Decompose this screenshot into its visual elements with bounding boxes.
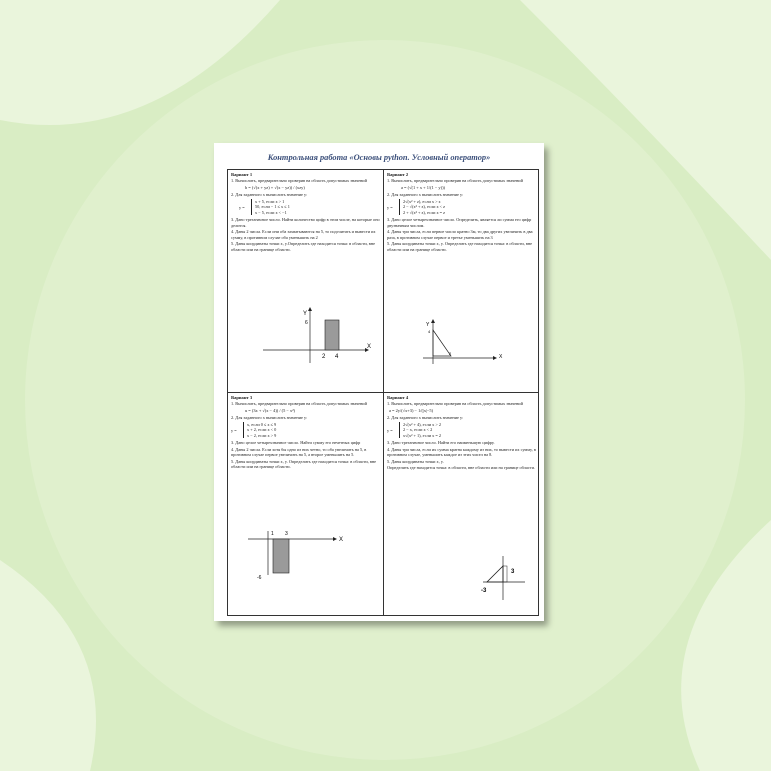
variant-1-case-3: x − 5, если x < −1 [255, 209, 287, 215]
variant-1-case-1: x + 5, если x > 1 [255, 199, 285, 204]
variant-3-heading: Вариант 3 [231, 395, 253, 400]
variant-1-task-4: 4. Даны 2 числа. Если они оба захватываются на 5, то подсчитать и вывести их сумму, в противном случае оба уменьшить на 2 [231, 229, 376, 240]
variant-4-case-3: x√(x² + 1), если x = 2 [403, 432, 441, 438]
variant-4-label-m3: -3 [481, 588, 487, 594]
variant-2-case-2: 2 − √(x² + z), если x < z [403, 204, 446, 210]
variant-2-case-3: 2 + √(x² + z), если x = z [403, 209, 446, 215]
variant-4-formula: a = 2y/(√x+3) − 1/(|x|−5) [389, 408, 434, 413]
variant-1-label-2: 2 [322, 354, 326, 360]
variant-1-task-2: 2. Для заданного x вычислить значение y: [231, 192, 308, 198]
variant-1 [231, 172, 381, 253]
variant-4-task-1: 1. Вычислить, предварительно проверив на область допустимых значений [387, 401, 523, 407]
variant-2-figure [413, 318, 513, 368]
variant-4-system [399, 422, 537, 438]
variant-2-task-1: 1. Вычислить, предварительно проверив на область допустимых значений [387, 178, 523, 184]
variant-1-case-2: 50, если − 1 ≤ x ≤ 1 [255, 204, 290, 210]
variant-1-axis-x: X [367, 344, 372, 350]
variant-1-label-6: 6 [305, 320, 308, 326]
variant-3 [231, 395, 381, 471]
variant-3-task-5: 5. Даны координаты точки x, y. Определить где находится точка: в области, вне области или на границе области. [231, 458, 377, 470]
variant-4-task-2: 2. Для заданного x вычислить значение y: [387, 415, 464, 421]
variant-2-y-label: y = [387, 205, 393, 210]
variant-3-task-2: 2. Для заданного x вычислить значение y: [231, 415, 308, 421]
variant-2-heading: Вариант 2 [387, 172, 409, 177]
variant-3-system [243, 422, 381, 438]
variant-2 [387, 172, 537, 253]
variant-4-y-label: y = [387, 428, 393, 433]
variant-4-task-6: Определить где находится точка: в области, вне области или на границе области. [387, 465, 535, 471]
variant-4-heading: Вариант 4 [387, 395, 409, 400]
variant-3-case-2: x + 2, если x < 0 [247, 427, 277, 433]
variant-1-task-1: 1. Вычислить, предварительно проверив на область допустимых значений [231, 178, 367, 184]
variant-3-axis-x: X [339, 537, 344, 543]
variant-2-label-4: 4 [428, 329, 431, 334]
variant-4-task-3: 3. Дано трехзначное число. Найти его наименьшую цифру. [387, 440, 495, 446]
worksheet-page [214, 143, 544, 621]
variants-grid [227, 169, 539, 616]
variant-2-axis-x: X [499, 354, 503, 360]
variant-4-figure [473, 548, 533, 608]
variant-3-task-4: 4. Даны 2 числа. Если хотя бы одно из них четно, то оба увеличить на 5, в противном случае первое увеличить на 5, а второе уменьшить на 5. [231, 446, 367, 458]
variant-2-task-4: 4. Даны три числа, если первое число кратно 3м, то два других увеличить в два раза, в противном случае первое и третье уменьшить на 3 [387, 229, 533, 240]
variant-2-label-2: 2 [449, 351, 452, 356]
variant-2-task-2: 2. Для заданного x вычислить значение y: [387, 192, 464, 198]
variant-1-task-3: 3. Дано трехзначное число. Найти количество цифр в этом числе, на которые оно делится. [231, 217, 380, 228]
variant-3-label-3: 3 [285, 531, 288, 537]
grid-divider-horizontal [228, 392, 538, 393]
variant-4-case-1: 2√(x² + 4), если x > 2 [403, 422, 441, 427]
variant-3-label-m6: -6 [257, 575, 262, 581]
variant-3-case-3: x − 2, если x > 9 [247, 432, 277, 438]
variant-2-system [399, 199, 537, 215]
variant-4 [387, 395, 537, 472]
variant-1-label-4: 4 [335, 354, 339, 360]
variant-3-case-1: x, если 0 ≤ x ≤ 9 [247, 422, 277, 427]
variant-4-task-5: 5. Даны координаты точки x, y. [387, 458, 444, 464]
variant-2-formula: a = (√(1 + x + 1/(1 − y))) [401, 185, 446, 190]
variant-1-axis-y: Y [303, 311, 308, 317]
variant-1-task-5: 5. Даны координаты точки x, y.Определить где находится точка: в области, вне области или на границе области. [231, 241, 376, 252]
variant-2-task-5: 5. Даны координаты точки x, y. Определить где находится точка: в области, вне области или на границе области. [387, 241, 533, 252]
variant-3-task-1: 1. Вычислить, предварительно проверив на область допустимых значений [231, 401, 367, 407]
page-title: Контрольная работа «Основы python. Условный оператор» [267, 153, 491, 162]
variant-2-axis-y: Y [426, 322, 430, 328]
variant-3-task-3: 3. Дано целое четырехзначное число. Найти сумму его нечетных цифр [231, 440, 361, 446]
variant-3-figure [243, 525, 353, 585]
variant-1-system [251, 199, 381, 215]
variant-1-heading: Вариант 1 [231, 172, 253, 177]
variant-4-task-4: 4. Даны три числа, если их сумма кратна каждому из них, то вывести их сумму, в противном случае, уменьшить каждое из этих чисел на 8. [387, 446, 536, 458]
variant-3-formula: u = (3x + √(x − 4)) / (5 − x²) [245, 408, 295, 413]
variant-1-figure [253, 305, 373, 365]
variant-3-label-1: 1 [271, 531, 274, 537]
variant-4-case-2: 2 − x, если x < 2 [403, 427, 433, 433]
variant-1-y-label: y = [239, 205, 245, 210]
variant-2-case-1: 2√(x² + z), если x > z [403, 199, 441, 204]
variant-1-formula: b = (√(x + yz) + √(x − yz)) / (xzy) [245, 185, 305, 190]
variant-3-y-label: y = [231, 428, 237, 433]
variant-2-task-3: 3. Дано целое четырехзначное число. Определить, является ли сумма его цифр двузначным числом. [387, 217, 532, 228]
variant-4-label-3: 3 [511, 569, 515, 575]
